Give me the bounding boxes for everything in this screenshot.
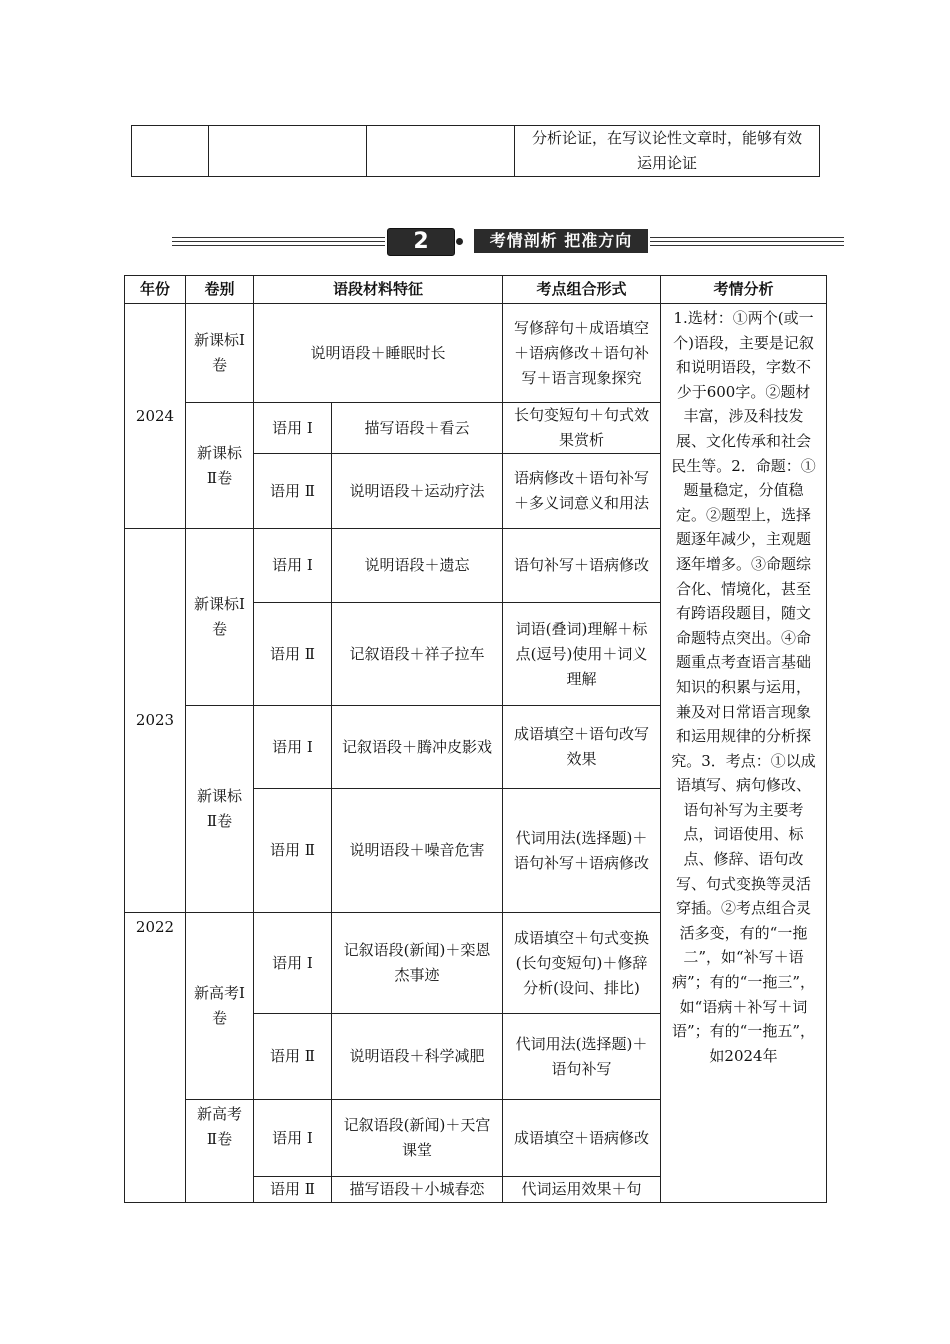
material-cell: 说明语段＋运动疗法: [332, 454, 503, 529]
bullet-dot-icon: [456, 238, 463, 245]
header-form: 考点组合形式: [503, 276, 661, 304]
header-analysis: 考情分析: [661, 276, 827, 304]
top-continuation-table: [131, 125, 820, 177]
material-cell: 记叙语段(新闻)＋栾恩杰事迹: [332, 913, 503, 1014]
form-cell: 长句变短句＋句式效果赏析: [503, 403, 661, 454]
form-cell: 语句补写＋语病修改: [503, 529, 661, 603]
sub-paper-cell: 语用 Ⅰ: [254, 1100, 332, 1177]
form-cell: 语病修改＋语句补写＋多义词意义和用法: [503, 454, 661, 529]
table-cell: 分析论证，在写议论性文章时，能够有效运用论证: [515, 126, 820, 177]
section-banner: [172, 228, 844, 256]
material-cell: 说明语段＋遗忘: [332, 529, 503, 603]
form-cell: 代词运用效果＋句: [503, 1177, 661, 1203]
paper-cell: 新课标Ⅰ卷: [186, 304, 254, 403]
header-material: 语段材料特征: [254, 276, 503, 304]
section-number-badge: 2: [387, 228, 455, 256]
sub-paper-cell: 语用 Ⅰ: [254, 529, 332, 603]
material-cell: 记叙语段＋腾冲皮影戏: [332, 706, 503, 789]
sub-paper-cell: 语用 Ⅰ: [254, 913, 332, 1014]
table-row: [125, 304, 827, 403]
form-cell: 词语(叠词)理解＋标点(逗号)使用＋词义理解: [503, 603, 661, 706]
form-cell: 成语填空＋句式变换(长句变短句)＋修辞分析(设问、排比): [503, 913, 661, 1014]
paper-cell: 新高考Ⅰ卷: [186, 913, 254, 1100]
header-paper: 卷别: [186, 276, 254, 304]
exam-analysis-table: [124, 275, 827, 1203]
material-cell: 说明语段＋噪音危害: [332, 789, 503, 913]
table-cell: [209, 126, 367, 177]
paper-cell: 新高考Ⅱ卷: [186, 1100, 254, 1203]
table-row: [132, 126, 820, 177]
material-cell: 描写语段＋小城春恋: [332, 1177, 503, 1203]
table-cell: [132, 126, 209, 177]
sub-paper-cell: 语用 Ⅱ: [254, 1177, 332, 1203]
material-cell: 说明语段＋科学减肥: [332, 1014, 503, 1100]
sub-paper-cell: 语用 Ⅱ: [254, 1014, 332, 1100]
sub-paper-cell: 语用 Ⅰ: [254, 706, 332, 789]
material-cell: 记叙语段＋祥子拉车: [332, 603, 503, 706]
form-cell: 代词用法(选择题)＋语句补写＋语病修改: [503, 789, 661, 913]
analysis-cell: 1.选材：①两个(或一个)语段，主要是记叙和说明语段，字数不少于600字。②题材丰富，涉及科技发展、文化传承和社会民生等。2．命题：①题量稳定，分值稳定。②题型上，选择题逐年减少，主观题逐年增多。③命题综合化、情境化，甚至有跨语段题目，随文命题特点突出。④命题重点考查语言基础知识的积累与运用，兼及对日常语言现象和运用规律的分析探究。3．考点：①以成语填写、病句修改、语句补写为主要考点，词语使用、标点、修辞、语句改写、句式变换等灵活穿插。②考点组合灵活多变，有的“一拖二”，如“补写＋语病”；有的“一拖三”，如“语病＋补写＋词语”；有的“一拖五”，如2024年: [661, 304, 827, 1203]
form-cell: 代词用法(选择题)＋语句补写: [503, 1014, 661, 1100]
paper-cell: 新课标Ⅱ卷: [186, 706, 254, 913]
material-cell: 描写语段＋看云: [332, 403, 503, 454]
sub-paper-cell: 语用 Ⅱ: [254, 789, 332, 913]
material-cell: 记叙语段(新闻)＋天宫课堂: [332, 1100, 503, 1177]
form-cell: 写修辞句＋成语填空＋语病修改＋语句补写＋语言现象探究: [503, 304, 661, 403]
material-cell: 说明语段＋睡眠时长: [254, 304, 503, 403]
year-cell: 2024: [125, 304, 186, 529]
year-cell: 2023: [125, 529, 186, 913]
section-title: 考情剖析 把准方向: [474, 229, 648, 253]
form-cell: 成语填空＋语句改写效果: [503, 706, 661, 789]
table-header-row: [125, 276, 827, 304]
table-cell: [367, 126, 515, 177]
sub-paper-cell: 语用 Ⅱ: [254, 603, 332, 706]
year-cell: 2022: [125, 913, 186, 1203]
form-cell: 成语填空＋语病修改: [503, 1100, 661, 1177]
paper-cell: 新课标Ⅰ卷: [186, 529, 254, 706]
paper-cell: 新课标Ⅱ卷: [186, 403, 254, 529]
sub-paper-cell: 语用 Ⅰ: [254, 403, 332, 454]
sub-paper-cell: 语用 Ⅱ: [254, 454, 332, 529]
header-year: 年份: [125, 276, 186, 304]
